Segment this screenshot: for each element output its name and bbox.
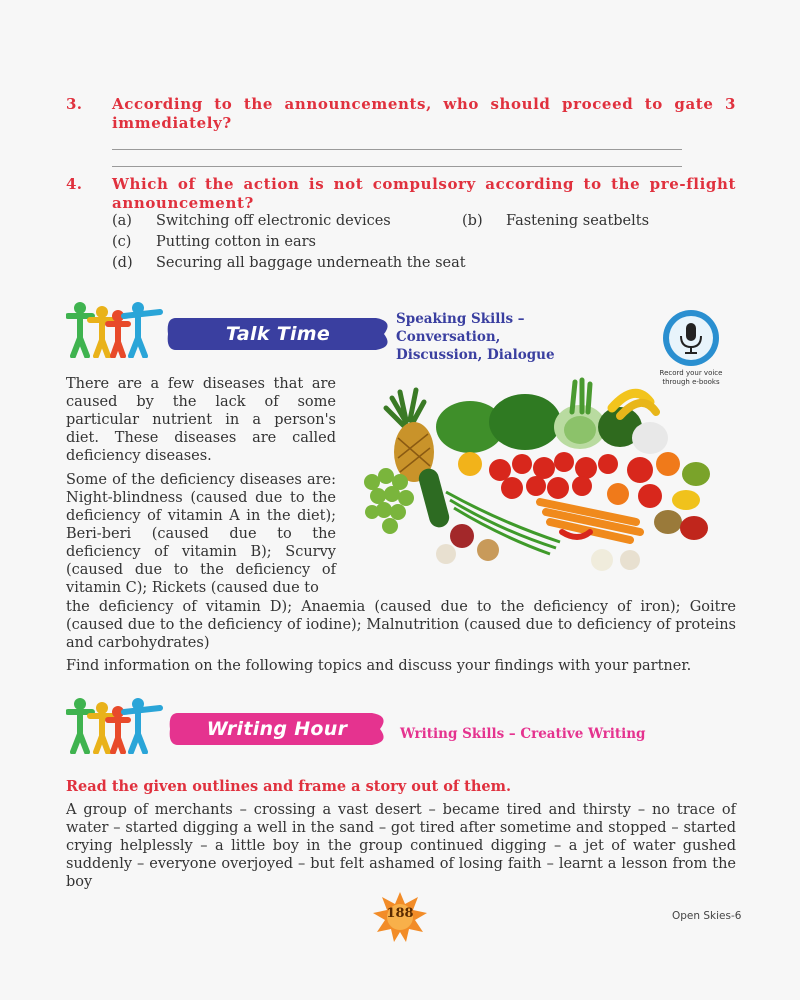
talk-time-banner — [162, 315, 394, 353]
writing-instruction: Read the given outlines and frame a story out of them. — [66, 778, 512, 795]
question-number: 4. — [66, 175, 83, 193]
writing-skills-heading: Writing Skills – Creative Writing — [400, 726, 646, 742]
speaking-skills-heading: Speaking Skills – Conversation, Discussion, Dialogue — [396, 311, 555, 363]
page: 3. According to the announcements, who should proceed to gate 3 immediately? 4. Which of the action is not compulsory according to the pre-flight announcement? (a) Switching off electronic devices (b) Fastening seatbelts (c) Putting cotton in ears (d) Securing all baggage underneath the seat Talk Time Speaking Skills – Conversation, Discussion, Dialogue Record your voice through e-books There are a few diseases that are caused by the lack of some particular nutrient in a person's diet. These diseases are called deficiency diseases. Some of the deficiency diseases are: Night-blindness (caused due to the deficiency of vitamin A in the diet); Beri-beri (caused due to the deficiency of vitamin B); Scurvy (caused due to the deficiency of vitamin C); Rickets (caused due to the deficiency of vitamin D); Anaemia (caused due to the deficiency of iron); Goitre (caused due to the deficiency of iodine); Malnutrition (caused due to deficiency of proteins and carbohydrates) Find information on the following topics and discuss your findings with your partner. Writing Hour Writing Skills – Creative Writing Read the given outlines and frame a story out of them. A group of merchants – crossing a vast desert – became tired and thirsty – no trace of water – started digging a well in the sand – got tired after sometime and stopped – started crying helplessly – a little boy in the group continued digging – a jet of water gushed suddenly – everyone overjoyed – but felt ashamed of losing faith – learnt a lesson from the boy 188 Open Skies-6 — [0, 0, 800, 1000]
answer-line — [112, 166, 682, 167]
question-text: According to the announcements, who should proceed to gate 3 immediately? — [112, 95, 736, 132]
question-4 — [66, 175, 736, 215]
kids-icon — [66, 300, 164, 358]
question-3 — [66, 95, 736, 135]
banner-label: Writing Hour — [206, 718, 348, 740]
question-number: 3. — [66, 95, 83, 113]
question-text: Which of the action is not compulsory according to the pre-flight announcement? — [112, 175, 736, 212]
discussion-instruction: Find information on the following topics and discuss your findings with your partner. — [66, 658, 692, 674]
record-voice-button[interactable] — [662, 309, 720, 367]
writing-hour-banner — [164, 710, 390, 748]
book-name: Open Skies-6 — [672, 910, 742, 922]
banner-label: Talk Time — [225, 323, 331, 345]
deficiency-list-wide: the deficiency of vitamin D); Anaemia (caused due to the deficiency of iron); Goitre (caused due to the deficiency of iodine); Malnutrition (caused due to deficiency of proteins and carbohydrates) — [66, 599, 736, 651]
deficiency-intro: There are a few diseases that are caused by the lack of some particular nutrient in a person's diet. These diseases are called deficiency diseases. — [66, 376, 336, 464]
kids-icon — [66, 696, 164, 754]
story-outline: A group of merchants – crossing a vast desert – became tired and thirsty – no trace of water – started digging a well in the sand – got tired after sometime and stopped – started crying helplessly – a little boy in the group continued digging – a jet of water gushed suddenly – everyone overjoyed – but felt ashamed of losing faith – learnt a lesson from the boy — [66, 802, 736, 890]
mic-caption: Record your voice through e-books — [659, 369, 723, 386]
answer-line — [112, 149, 682, 150]
deficiency-list-narrow: Some of the deficiency diseases are: Night-blindness (caused due to the deficiency of vitamin A in the diet); Beri-beri (caused due to the deficiency of vitamin B); Scurvy (caused due to the deficiency of vitamin C); Rickets (caused due to — [66, 472, 336, 596]
page-number: 188 — [386, 906, 414, 921]
vegetables-image — [350, 372, 730, 582]
